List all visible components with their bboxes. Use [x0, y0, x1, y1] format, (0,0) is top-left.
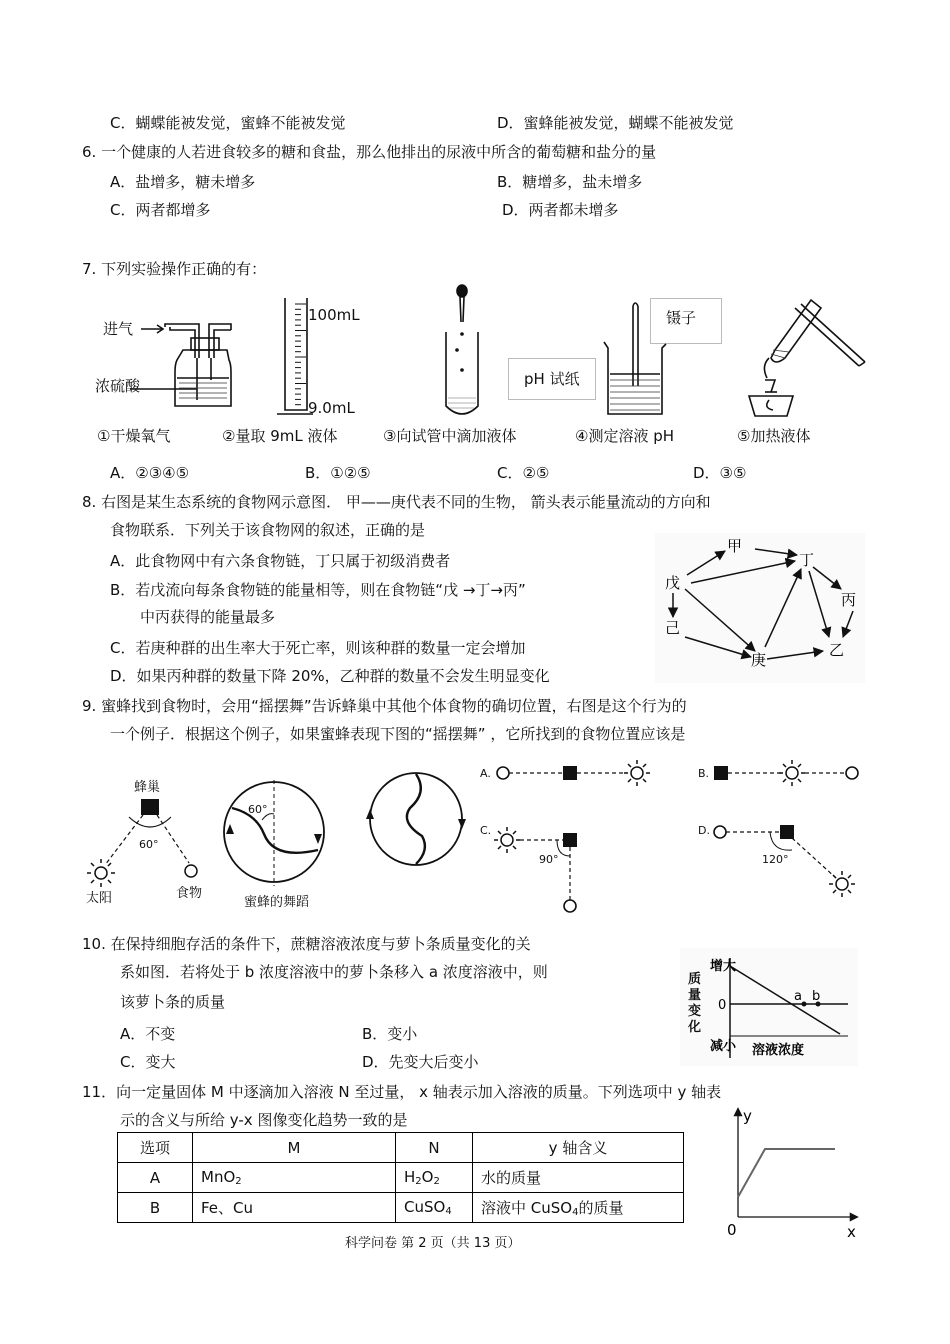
table-cell-y-meaning: 水的质量	[473, 1163, 684, 1193]
node-yi: 乙	[829, 641, 845, 659]
q11-stem-line2: 示的含义与所给 y-x 图像变化趋势一致的是	[120, 1111, 408, 1129]
q10-x-axis-label: 溶液浓度	[752, 1043, 805, 1058]
table-row	[118, 1163, 684, 1193]
q10-zero-label: 0	[718, 998, 727, 1013]
q7-option-a: A．②③④⑤	[110, 464, 190, 482]
q8-option-c: C．若庚种群的出生率大于死亡率，则该种群的数量一定会增加	[110, 639, 526, 657]
q7-img1-gas-in-label: 进气	[103, 320, 134, 338]
table-header-cell: y 轴含义	[473, 1133, 684, 1163]
food-web-diagram	[655, 533, 865, 683]
q7-caption-1: ①干燥氧气	[97, 427, 171, 445]
q10-stem-line1: 10. 在保持细胞存活的条件下，蔗糖溶液浓度与萝卜条质量变化的关	[82, 935, 531, 953]
table-header-cell: M	[193, 1133, 396, 1163]
table-cell-m: Fe、Cu	[193, 1193, 396, 1223]
q6-option-b: B．糖增多，盐未增多	[497, 173, 643, 191]
bee-dance-figure-example	[218, 776, 338, 896]
beaker-ph-figure	[600, 296, 670, 426]
q7-img4-ph-paper: pH 试纸	[524, 370, 580, 388]
q10-option-a: A．不变	[120, 1025, 176, 1043]
table-header-cell: N	[396, 1133, 473, 1163]
q6-option-a: A．盐增多，糖未增多	[110, 173, 256, 191]
q9-angle-60-example: 60°	[139, 838, 159, 851]
q7-caption-4: ④测定溶液 pH	[575, 427, 675, 445]
page-footer: 科学问卷 第 2 页（共 13 页）	[345, 1236, 521, 1251]
q9-sun-label: 太阳	[86, 891, 113, 906]
q10-option-b: B．变小	[362, 1025, 418, 1043]
q9-option-d-diagram	[708, 820, 878, 900]
q10-option-c: C．变大	[120, 1053, 176, 1071]
table-header-row	[118, 1133, 684, 1163]
q10-mass-change-graph	[680, 948, 860, 1068]
dropper-test-tube-figure	[438, 282, 488, 422]
q8-option-a: A．此食物网中有六条食物链，丁只属于初级消费者	[110, 552, 451, 570]
q9-stem-line2: 一个例子．根据这个例子，如果蜜蜂表现下图的“摇摆舞” ，它所找到的食物位置应该是	[110, 725, 686, 743]
q10-point-b: b	[812, 989, 821, 1004]
q11-stem-line1: 11．向一定量固体 M 中逐滴加入溶液 N 至过量， x 轴表示加入溶液的质量。下列选项中 y 轴表	[82, 1083, 722, 1101]
q9-angle-120: 120°	[762, 853, 789, 866]
q6-stem: 6. 一个健康的人若进食较多的糖和食盐，那么他排出的尿液中所含的葡萄糖和盐分的量	[82, 143, 657, 161]
q8-option-b-line1: B．若戊流向每条食物链的能量相等，则在食物链“戊 →丁→丙”	[110, 581, 526, 599]
q7-img2-100ml: 100mL	[308, 306, 360, 324]
node-bing: 丙	[841, 591, 857, 609]
q9-option-b-diagram	[710, 758, 870, 788]
table-cell-option: B	[118, 1193, 193, 1223]
q7-option-d: D．③⑤	[693, 464, 747, 482]
q6-option-c: C．两者都增多	[110, 201, 211, 219]
q7-stem: 7. 下列实验操作正确的有：	[82, 260, 267, 278]
q9-option-a-diagram	[495, 758, 675, 788]
q7-option-b: B．①②⑤	[305, 464, 371, 482]
q10-y-axis-label: 质量变化	[688, 972, 702, 1035]
q10-option-d: D．先变大后变小	[362, 1053, 479, 1071]
q5-option-d: D．蜜蜂能被发觉，蝴蝶不能被发觉	[497, 114, 734, 132]
q10-point-a: a	[794, 989, 802, 1004]
q7-caption-3: ③向试管中滴加液体	[383, 427, 517, 445]
q9-option-a-label: A.	[480, 767, 491, 780]
q9-option-d-label: D.	[698, 824, 710, 837]
q8-option-d: D．如果丙种群的数量下降 20%，乙种群的数量不会发生明显变化	[110, 667, 550, 685]
bee-dance-figure-question	[364, 764, 474, 874]
q11-graph-origin-label: 0	[727, 1221, 737, 1239]
q7-caption-2: ②量取 9mL 液体	[222, 427, 338, 445]
q8-stem-line1: 8. 右图是某生态系统的食物网示意图． 甲——庚代表不同的生物， 箭头表示能量流动的方向和	[82, 493, 711, 511]
node-ding: 丁	[799, 551, 815, 569]
q7-caption-5: ⑤加热液体	[737, 427, 811, 445]
gas-washing-bottle-figure	[135, 318, 275, 418]
node-wu: 戊	[665, 574, 681, 592]
q9-stem-line1: 9. 蜜蜂找到食物时，会用“摇摆舞”告诉蜂巢中其他个体食物的确切位置，右图是这个行为的	[82, 697, 687, 715]
node-ji: 己	[665, 619, 681, 637]
table-row	[118, 1193, 684, 1223]
table-header-cell: 选项	[118, 1133, 193, 1163]
q9-hive-label: 蜂巢	[134, 780, 161, 795]
table-cell-n: $H_2O_2$	[396, 1163, 473, 1193]
q8-option-b-line2: 中丙获得的能量最多	[140, 608, 276, 626]
q7-option-c: C．②⑤	[497, 464, 550, 482]
q6-option-d: D．两者都未增多	[502, 201, 619, 219]
q10-up-label: 增大	[710, 959, 737, 974]
q9-option-b-label: B.	[698, 767, 710, 780]
node-geng: 庚	[751, 651, 767, 669]
node-jia: 甲	[727, 537, 743, 555]
q10-stem-line2: 系如图．若将处于 b 浓度溶液中的萝卜条移入 a 浓度溶液中，则	[120, 963, 548, 981]
q5-option-c: C．蝴蝶能被发觉，蜜蜂不能被发觉	[110, 114, 346, 132]
q7-img4-tweezers: 镊子	[666, 309, 697, 327]
q11-options-table	[117, 1132, 684, 1223]
table-cell-y-meaning: 溶液中 CuSO$_4$的质量	[473, 1193, 684, 1223]
q7-img1-acid-label: 浓硫酸	[95, 377, 141, 395]
q11-graph-y-label: y	[743, 1107, 752, 1125]
q10-down-label: 减小	[710, 1039, 737, 1054]
q7-img2-9ml: 9.0mL	[308, 399, 355, 417]
q9-angle-90: 90°	[539, 853, 559, 866]
heating-test-tube-figure	[735, 288, 875, 428]
q8-stem-line2: 食物联系．下列关于该食物网的叙述，正确的是	[110, 521, 426, 539]
q9-food-label: 食物	[176, 886, 203, 901]
table-cell-option: A	[118, 1163, 193, 1193]
table-cell-m: MnO$_2$	[193, 1163, 396, 1193]
q9-angle-60-dance: 60°	[248, 803, 268, 816]
q11-y-x-graph	[725, 1105, 865, 1241]
q11-graph-x-label: x	[847, 1223, 856, 1241]
q10-stem-line3: 该萝卜条的质量	[120, 993, 226, 1011]
q9-option-c-label: C.	[480, 824, 492, 837]
table-cell-n: CuSO$_4$	[396, 1193, 473, 1223]
q9-dance-caption: 蜜蜂的舞蹈	[244, 895, 310, 910]
